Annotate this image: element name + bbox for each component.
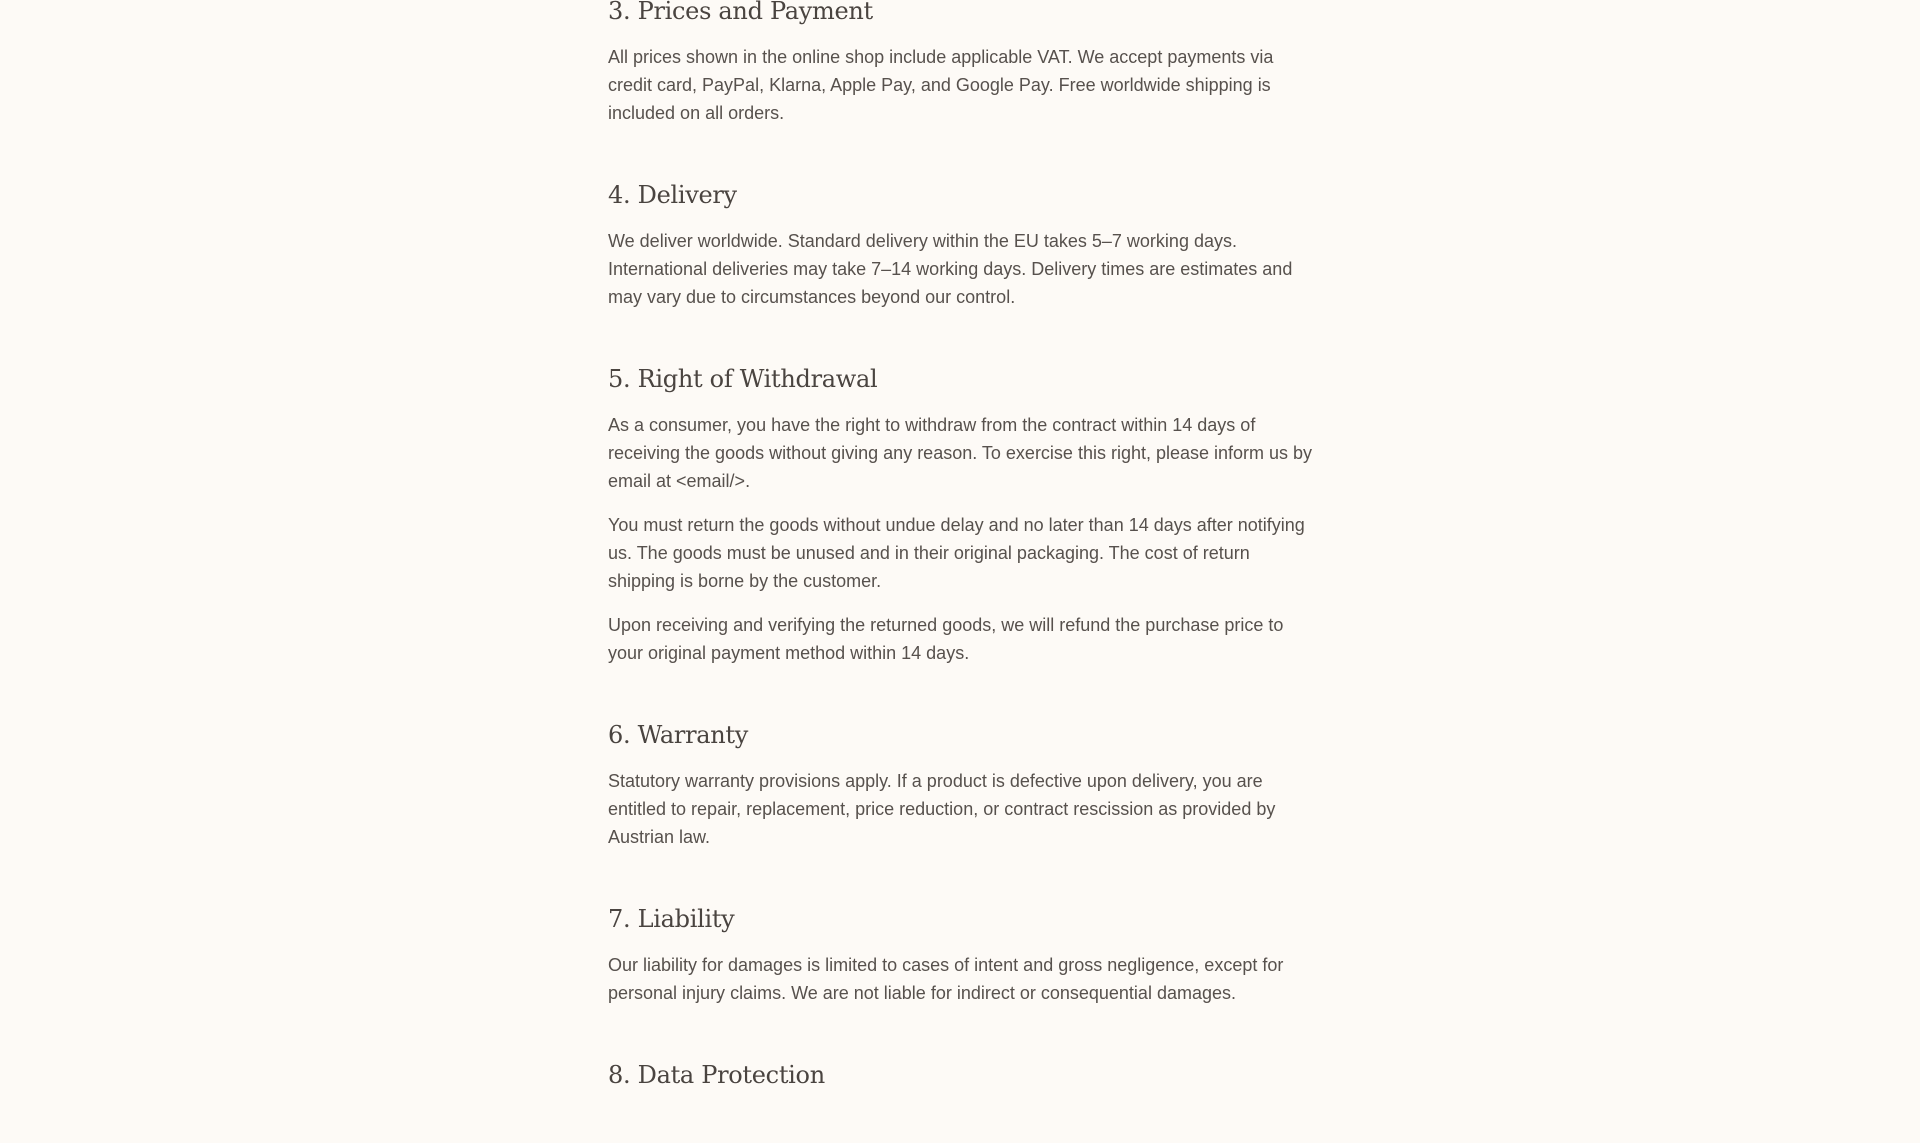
- section-paragraph: As a consumer, you have the right to withdraw from the contract within 14 days of receiving the goods without giving any reason. To exercise this right, please inform us by email at <email/>.: [608, 415, 1313, 491]
- section-delivery: [608, 179, 1318, 311]
- terms-content: [608, 0, 1318, 1143]
- section-paragraph: We deliver worldwide. Standard delivery within the EU takes 5–7 working days. International deliveries may take 7–14 working days. Delivery times are estimates and may vary due to circumstances beyond our control.: [608, 231, 1293, 307]
- section-paragraph: Upon receiving and verifying the returned goods, we will refund the purchase price to your original payment method within 14 days.: [608, 615, 1284, 663]
- section-right-of-withdrawal: [608, 363, 1318, 667]
- section-heading: 5. Right of Withdrawal: [608, 365, 878, 393]
- section-paragraph: Our liability for damages is limited to cases of intent and gross negligence, except for personal injury claims. We are not liable for indirect or consequential damages.: [608, 955, 1284, 1003]
- section-liability: [608, 903, 1318, 1007]
- section-prices-and-payment: [608, 0, 1318, 127]
- section-heading: 7. Liability: [608, 905, 735, 933]
- section-warranty: [608, 719, 1318, 851]
- section-heading: 8. Data Protection: [608, 1061, 825, 1089]
- section-paragraph: You must return the goods without undue delay and no later than 14 days after notifying us. The goods must be unused and in their original packaging. The cost of return shipping is borne by the customer.: [608, 515, 1305, 591]
- section-data-protection: [608, 1059, 1318, 1091]
- section-paragraph: All prices shown in the online shop include applicable VAT. We accept payments via credit card, PayPal, Klarna, Apple Pay, and Google Pay. Free worldwide shipping is included on all orders.: [608, 47, 1274, 123]
- section-heading: 4. Delivery: [608, 181, 737, 209]
- section-heading: 3. Prices and Payment: [608, 0, 873, 25]
- section-paragraph: Statutory warranty provisions apply. If a product is defective upon delivery, you are entitled to repair, replacement, price reduction, or contract rescission as provided by Austrian law.: [608, 771, 1276, 847]
- section-heading: 6. Warranty: [608, 721, 749, 749]
